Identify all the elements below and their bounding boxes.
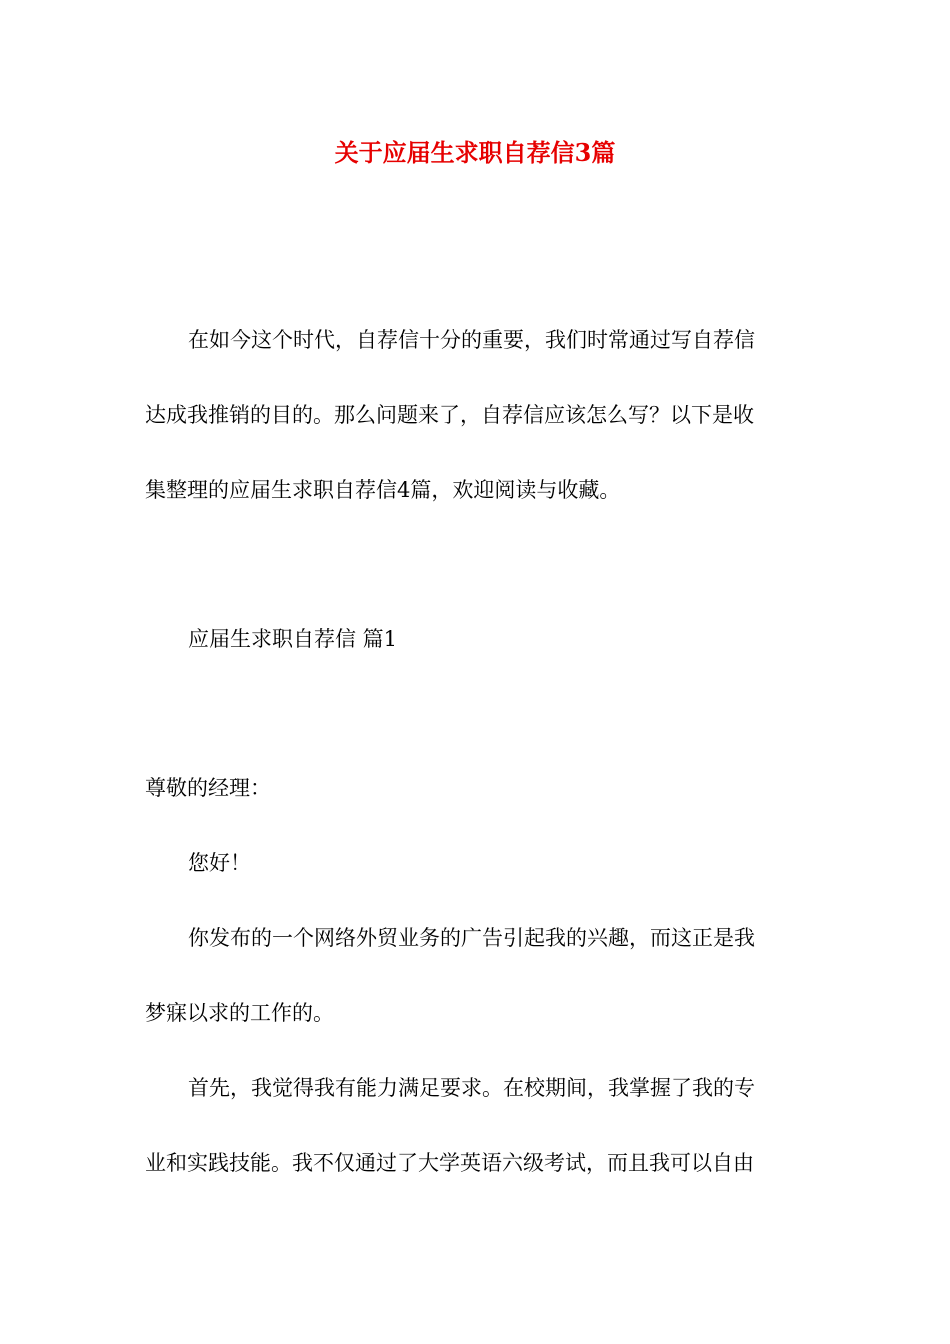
paragraph-1-line-1: 你发布的一个网络外贸业务的广告引起我的兴趣，而这正是我 <box>188 926 755 950</box>
paragraph-2-line-2: 业和实践技能。我不仅通过了大学英语六级考试，而且我可以自由 <box>145 1151 754 1175</box>
intro-line-1: 在如今这个时代，自荐信十分的重要，我们时常通过写自荐信 <box>188 328 755 352</box>
intro-line-3: 集整理的应届生求职自荐信4篇，欢迎阅读与收藏。 <box>145 478 621 502</box>
paragraph-1-line-2: 梦寐以求的工作的。 <box>145 1001 334 1025</box>
intro-line-2: 达成我推销的目的。那么问题来了，自荐信应该怎么写？以下是收 <box>145 403 754 427</box>
greeting: 您好！ <box>188 851 251 875</box>
document-title: 关于应届生求职自荐信3篇 <box>334 138 616 167</box>
paragraph-2-line-1: 首先，我觉得我有能力满足要求。在校期间，我掌握了我的专 <box>188 1076 755 1100</box>
section-heading: 应届生求职自荐信 篇1 <box>188 627 398 651</box>
salutation: 尊敬的经理： <box>145 776 271 800</box>
